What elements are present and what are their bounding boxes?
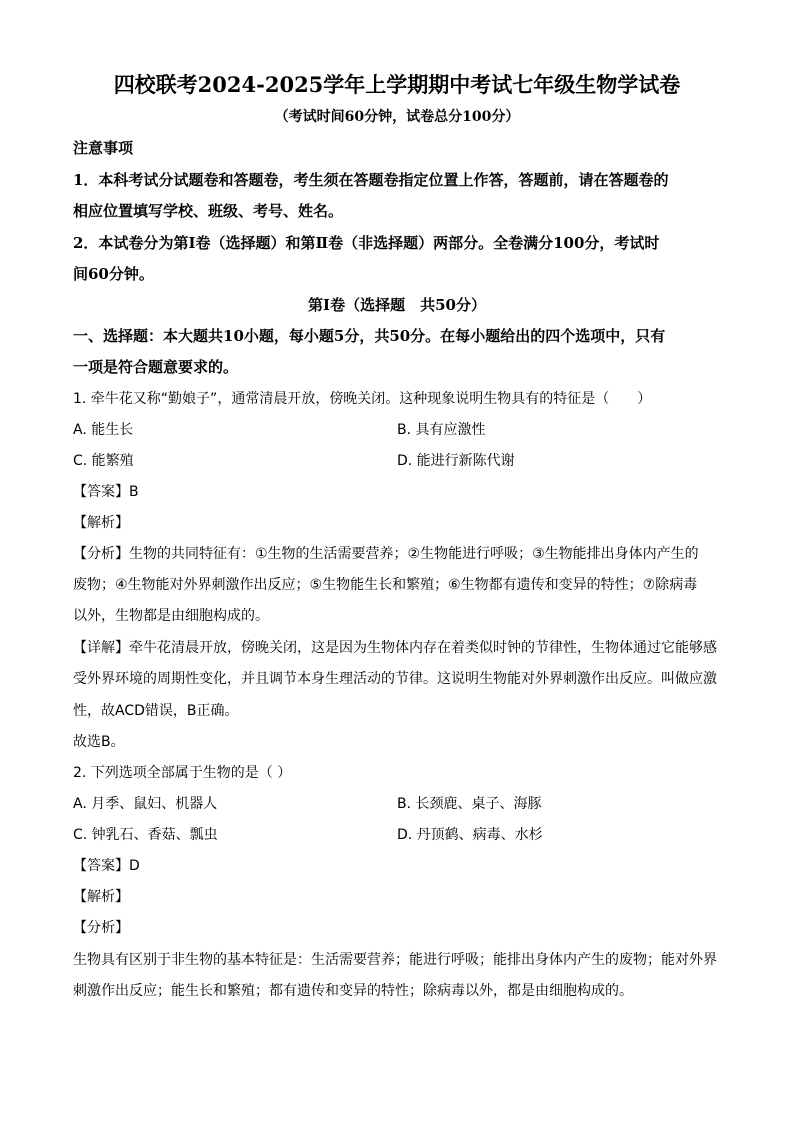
part1-instruction-line-1: 一、选择题：本大题共10小题，每小题5分，共50分。在每小题给出的四个选项中，只有 (73, 327, 666, 345)
question-1-option-c: C. 能繁殖 (73, 453, 134, 469)
part1-instruction-line-2: 一项是符合题意要求的。 (73, 358, 239, 376)
question-1-detail-line-3: 性，故ACD错误，B正确。 (73, 703, 239, 719)
question-2-fenxi-label: 【分析】 (73, 920, 129, 936)
question-1-detail-line-2: 受外界环境的周期性变化，并且调节本身生理活动的节律。这说明生物能对外界刺激作出反应。叫做应激 (73, 671, 717, 687)
question-1-answer: 【答案】B (73, 484, 139, 500)
question-1-option-a: A. 能生长 (73, 422, 134, 438)
notice-heading: 注意事项 (73, 139, 134, 157)
question-2-option-c: C. 钟乳石、香菇、瓢虫 (73, 827, 218, 843)
notice-item-2-line-1: 2．本试卷分为第Ⅰ卷（选择题）和第Ⅱ卷（非选择题）两部分。全卷满分100分，考试时 (73, 234, 660, 252)
question-2-answer: 【答案】D (73, 858, 140, 874)
question-2-stem: 2. 下列选项全部属于生物的是（ ） (73, 765, 292, 781)
question-1-option-b: B. 具有应激性 (397, 422, 486, 438)
question-1-option-d: D. 能进行新陈代谢 (397, 453, 515, 469)
exam-subtitle: （考试时间60分钟，试卷总分100分） (274, 109, 520, 125)
question-2-body-line-2: 刺激作出反应；能生长和繁殖；都有遗传和变异的特性；除病毒以外，都是由细胞构成的。 (73, 983, 633, 999)
part1-heading: 第Ⅰ卷（选择题 共50分） (308, 296, 486, 314)
question-2-option-a: A. 月季、鼠妇、机器人 (73, 796, 218, 812)
exam-title: 四校联考2024-2025学年上学期期中考试七年级生物学试卷 (113, 72, 681, 97)
question-1-fenxi-line-1: 【分析】生物的共同特征有：①生物的生活需要营养；②生物能进行呼吸；③生物能排出身体内产生的 (73, 546, 699, 562)
notice-item-1-line-2: 相应位置填写学校、班级、考号、姓名。 (73, 202, 344, 220)
question-1-stem: 1. 牵牛花又称“勤娘子”，通常清晨开放，傍晚关闭。这种现象说明生物具有的特征是（ ） (73, 391, 652, 407)
question-1-conclusion: 故选B。 (73, 734, 125, 750)
question-1-analysis-label: 【解析】 (73, 515, 129, 531)
question-2-analysis-label: 【解析】 (73, 889, 129, 905)
question-2-option-b: B. 长颈鹿、桌子、海豚 (397, 796, 542, 812)
question-1-fenxi-line-3: 以外，生物都是由细胞构成的。 (73, 608, 269, 624)
question-1-detail-line-1: 【详解】牵牛花清晨开放，傍晚关闭，这是因为生物体内存在着类似时钟的节律性，生物体通过它能够感 (73, 640, 717, 656)
question-2-option-d: D. 丹顶鹤、病毒、水杉 (397, 827, 543, 843)
notice-item-1-line-1: 1．本科考试分试题卷和答题卷，考生须在答题卷指定位置上作答，答题前，请在答题卷的 (73, 171, 669, 189)
notice-item-2-line-2: 间60分钟。 (73, 265, 154, 283)
question-1-fenxi-line-2: 废物；④生物能对外界刺激作出反应；⑤生物能生长和繁殖；⑥生物都有遗传和变异的特性；⑦除病毒 (73, 577, 698, 593)
question-2-body-line-1: 生物具有区别于非生物的基本特征是：生活需要营养；能进行呼吸；能排出身体内产生的废物；能对外界 (73, 952, 717, 968)
